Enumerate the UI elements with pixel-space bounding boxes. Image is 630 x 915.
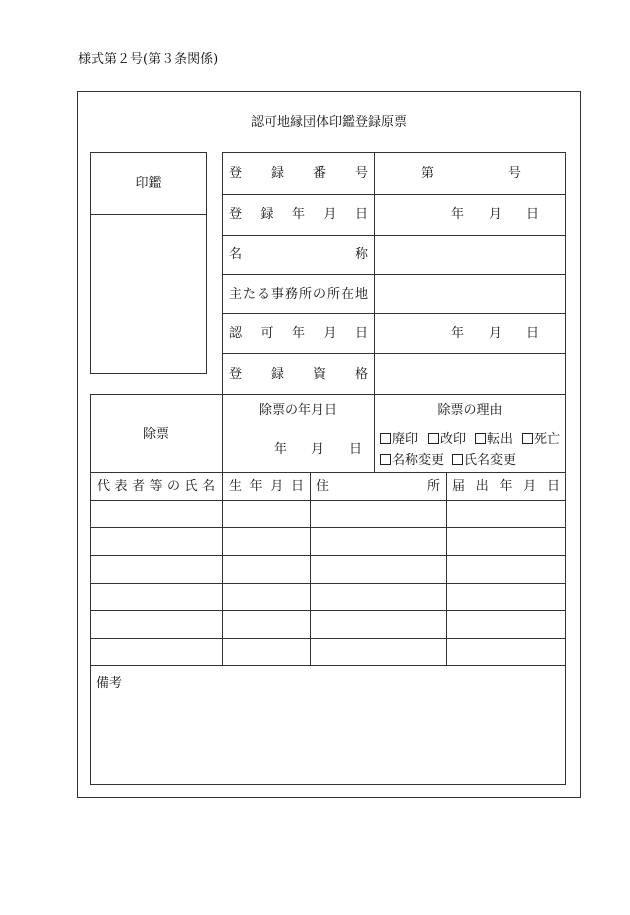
reg-date-label: 登録年月日	[229, 207, 368, 222]
reg-date-month: 月	[489, 207, 503, 222]
name-label: 名称	[229, 247, 368, 262]
removal-date-field[interactable]	[224, 425, 372, 471]
approval-date-field[interactable]	[376, 314, 565, 352]
reason-option-shibou[interactable]	[522, 433, 560, 446]
address-label: 主たる事務所の所在地	[229, 287, 368, 302]
reason-option-haiin[interactable]	[380, 433, 418, 446]
name-field[interactable]	[376, 236, 565, 273]
table-row[interactable]	[91, 639, 565, 665]
form-title: 認可地縁団体印鑑登録原票	[250, 115, 407, 130]
removal-date-header: 除票の年月日	[258, 403, 337, 418]
reason-label: 死亡	[534, 432, 561, 447]
header-address-2: 所	[427, 479, 441, 494]
reg-date-year: 年	[451, 207, 465, 222]
table-row[interactable]	[91, 501, 565, 527]
header-birth-date: 生年月日	[229, 479, 304, 494]
removal-date-month: 月	[311, 442, 325, 457]
table-row[interactable]	[91, 556, 565, 583]
qualification-field[interactable]	[376, 354, 565, 394]
checkbox-icon[interactable]	[522, 433, 533, 444]
reg-number-dai: 第	[421, 166, 435, 181]
remarks-box[interactable]	[90, 665, 566, 785]
approval-date-label: 認可年月日	[229, 326, 368, 341]
checkbox-icon[interactable]	[380, 433, 391, 444]
approval-date-day: 日	[526, 326, 540, 341]
table-row[interactable]	[91, 611, 565, 638]
header-address-1: 住	[316, 479, 330, 494]
qualification-label: 登録資格	[229, 367, 368, 382]
approval-date-month: 月	[489, 326, 503, 341]
reg-number-field[interactable]	[435, 157, 505, 189]
checkbox-icon[interactable]	[475, 433, 486, 444]
reason-label: 廃印	[392, 432, 419, 447]
header-notification-date: 届出年月日	[452, 479, 560, 494]
table-row[interactable]	[91, 584, 565, 610]
reason-label: 転出	[487, 432, 514, 447]
reg-number-go: 号	[508, 166, 522, 181]
reason-option-shimei-henko[interactable]	[452, 454, 516, 467]
removal-reason-header: 除票の理由	[437, 403, 503, 418]
reason-option-kaiin[interactable]	[428, 433, 466, 446]
form-number: 様式第２号(第３条関係)	[78, 52, 219, 67]
reason-label: 改印	[440, 432, 467, 447]
header-rep-name: 代表者等の氏名	[97, 479, 215, 494]
reg-date-field[interactable]	[376, 196, 565, 234]
remarks-label: 備考	[96, 676, 123, 691]
removal-label: 除票	[142, 427, 169, 442]
removal-date-year: 年	[274, 442, 288, 457]
reason-option-meisho-henko[interactable]	[380, 454, 444, 467]
removal-date-day: 日	[349, 442, 363, 457]
reason-label: 氏名変更	[464, 453, 517, 468]
reg-date-day: 日	[526, 207, 540, 222]
reg-number-label: 登録番号	[229, 166, 368, 181]
reason-label: 名称変更	[392, 453, 445, 468]
checkbox-icon[interactable]	[428, 433, 439, 444]
seal-stamp-area[interactable]	[91, 215, 206, 373]
reason-option-tenshutsu[interactable]	[475, 433, 513, 446]
checkbox-icon[interactable]	[452, 454, 463, 465]
approval-date-year: 年	[451, 326, 465, 341]
row-divider	[222, 194, 566, 195]
checkbox-icon[interactable]	[380, 454, 391, 465]
table-row[interactable]	[91, 528, 565, 555]
seal-label: 印鑑	[135, 176, 162, 191]
address-field[interactable]	[376, 275, 565, 312]
